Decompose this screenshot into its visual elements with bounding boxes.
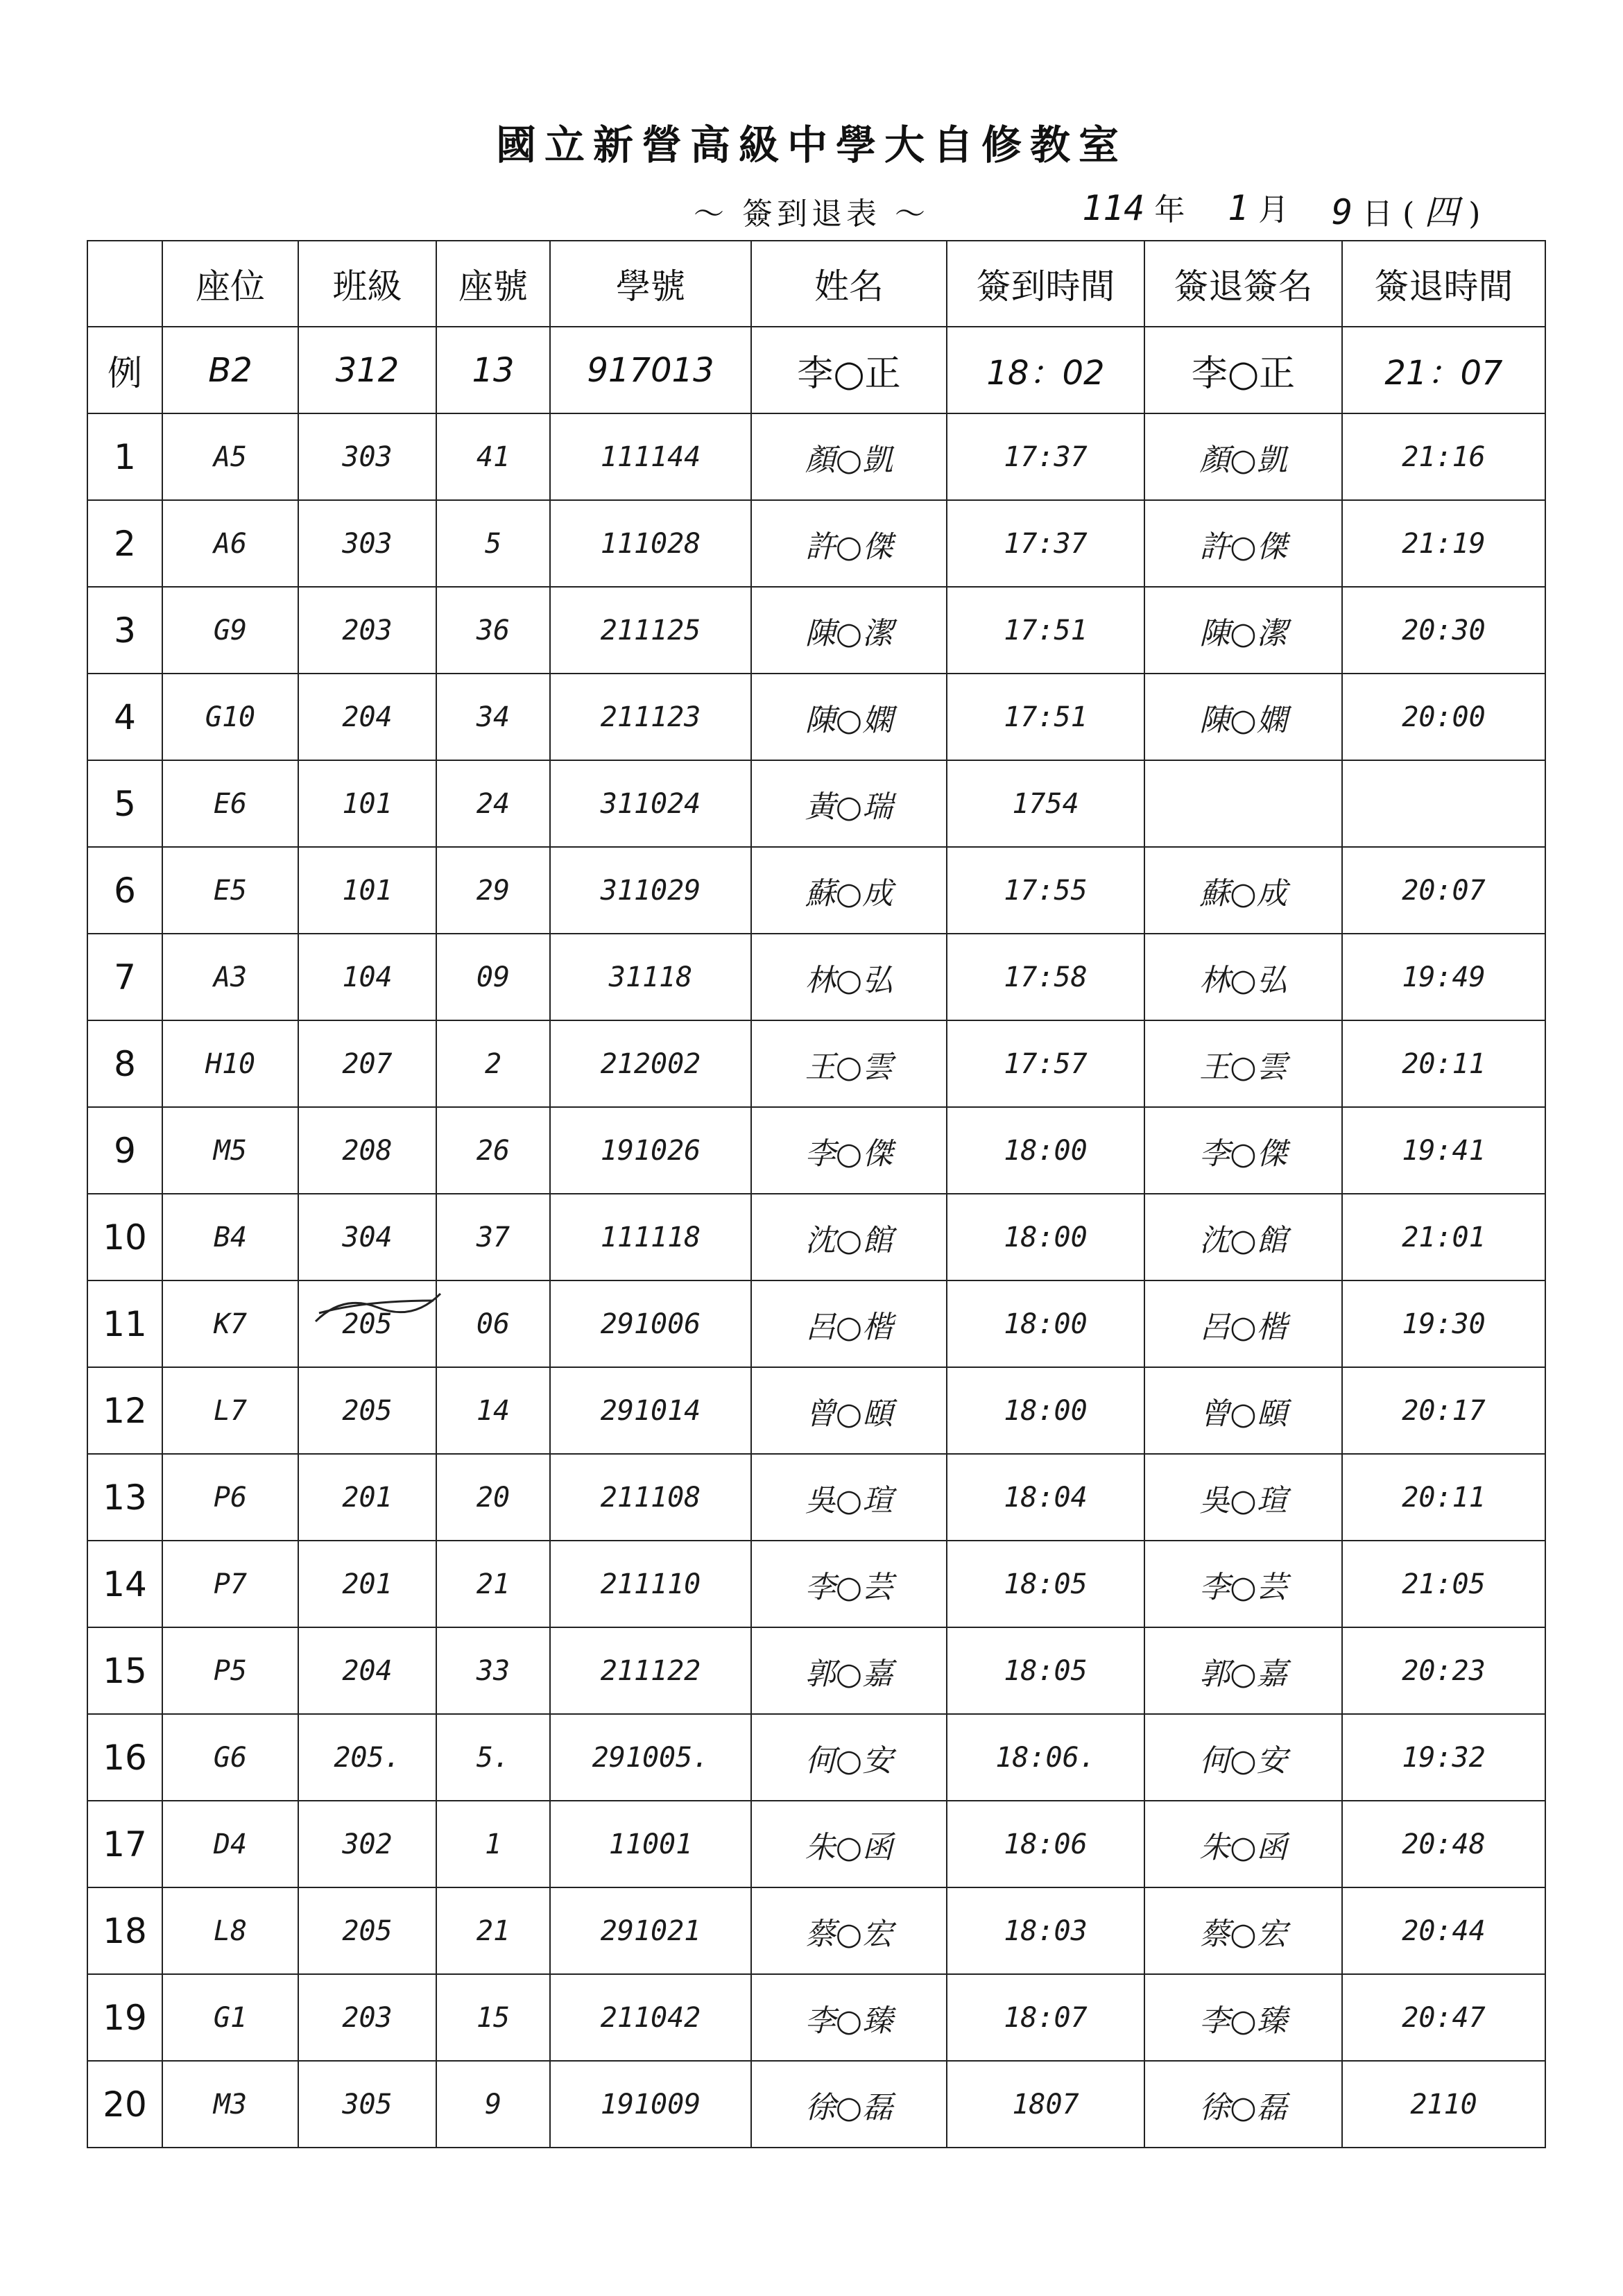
table-row <box>87 587 1545 674</box>
cell-seat-number: 5 <box>436 500 550 587</box>
cell-seat: P7 <box>162 1541 298 1627</box>
cell-class: 205 <box>298 1887 436 1974</box>
cell-row-index: 16 <box>87 1714 162 1801</box>
cell-seat-number: 41 <box>436 413 550 500</box>
cell-checkin-time: 18:06. <box>947 1714 1144 1801</box>
cell-row-index: 10 <box>87 1194 162 1280</box>
cell-seat-number: 09 <box>436 934 550 1020</box>
date-month <box>1228 185 1289 229</box>
cell-student-id: 211122 <box>550 1627 751 1714</box>
cell-seat: G9 <box>162 587 298 674</box>
cell-checkout-signature: 王○雲 <box>1144 1020 1342 1107</box>
col-header-checkout-time: 簽退時間 <box>1342 241 1545 327</box>
cell-class: 208 <box>298 1107 436 1194</box>
cell-row-index: 2 <box>87 500 162 587</box>
cell-class: 101 <box>298 847 436 934</box>
cell-checkin-time: 17:51 <box>947 674 1144 760</box>
cell-class: 205. <box>298 1714 436 1801</box>
cell-seat-number: 34 <box>436 674 550 760</box>
cell-name: 朱○函 <box>751 1801 947 1887</box>
table-row <box>87 1627 1545 1714</box>
cell-seat: B4 <box>162 1194 298 1280</box>
cell-checkout-time: 2110 <box>1342 2061 1545 2148</box>
cell-student-id: 311029 <box>550 847 751 934</box>
cell-student-id: 31118 <box>550 934 751 1020</box>
cell-student-id: 212002 <box>550 1020 751 1107</box>
cell-class: 302 <box>298 1801 436 1887</box>
cell-name: 林○弘 <box>751 934 947 1020</box>
cell-row-index: 6 <box>87 847 162 934</box>
date-day <box>1332 185 1480 234</box>
example-label: 例 <box>87 327 162 413</box>
cell-name: 王○雲 <box>751 1020 947 1107</box>
cell-seat: G6 <box>162 1714 298 1801</box>
cell-checkin-time: 17:51 <box>947 587 1144 674</box>
col-header-checkout-signature: 簽退簽名 <box>1144 241 1342 327</box>
cell-seat-number: 9 <box>436 2061 550 2148</box>
cell-student-id: 211123 <box>550 674 751 760</box>
cell-checkout-signature: 呂○楷 <box>1144 1280 1342 1367</box>
cell-row-index: 17 <box>87 1801 162 1887</box>
cell-class: 204 <box>298 674 436 760</box>
cell-name: 蘇○成 <box>751 847 947 934</box>
cell-seat: A6 <box>162 500 298 587</box>
cell-name: 陳○潔 <box>751 587 947 674</box>
cell-name: 顏○凱 <box>751 413 947 500</box>
cell-name: 吳○瑄 <box>751 1454 947 1541</box>
cell-student-id: 111028 <box>550 500 751 587</box>
cell-row-index: 15 <box>87 1627 162 1714</box>
cell-checkout-time: 20:11 <box>1342 1020 1545 1107</box>
example-row <box>87 327 1545 413</box>
cell-student-id: 311024 <box>550 760 751 847</box>
cell-checkout-signature: 蔡○宏 <box>1144 1887 1342 1974</box>
cell-row-index: 12 <box>87 1367 162 1454</box>
cell-seat: A5 <box>162 413 298 500</box>
cell-checkout-time: 20:44 <box>1342 1887 1545 1974</box>
table-row <box>87 674 1545 760</box>
cell-row-index: 4 <box>87 674 162 760</box>
col-header-seat-number: 座號 <box>436 241 550 327</box>
cell-name: 李○傑 <box>751 1107 947 1194</box>
cell-seat-number: 36 <box>436 587 550 674</box>
cell-checkout-time: 20:23 <box>1342 1627 1545 1714</box>
cell-class: 201 <box>298 1541 436 1627</box>
cell-checkout-time: 20:11 <box>1342 1454 1545 1541</box>
table-row <box>87 1974 1545 2061</box>
cell-student-id: 191009 <box>550 2061 751 2148</box>
cell-checkout-signature: 曾○頤 <box>1144 1367 1342 1454</box>
cell-student-id: 291005. <box>550 1714 751 1801</box>
cell-name: 黃○瑞 <box>751 760 947 847</box>
day-label: 日 <box>1362 196 1393 232</box>
cell-row-index: 9 <box>87 1107 162 1194</box>
cell-row-index: 19 <box>87 1974 162 2061</box>
cell-row-index: 20 <box>87 2061 162 2148</box>
table-row <box>87 1887 1545 1974</box>
cell-checkout-signature: 何○安 <box>1144 1714 1342 1801</box>
cell-row-index: 14 <box>87 1541 162 1627</box>
cell-seat: A3 <box>162 934 298 1020</box>
cell-checkin-time: 18:00 <box>947 1367 1144 1454</box>
table-row <box>87 1801 1545 1887</box>
cell-checkout-signature: 徐○磊 <box>1144 2061 1342 2148</box>
table-row <box>87 1714 1545 1801</box>
cell-checkout-time: 19:49 <box>1342 934 1545 1020</box>
table-row <box>87 1541 1545 1627</box>
example-name: 李○正 <box>751 327 947 413</box>
cell-student-id: 211125 <box>550 587 751 674</box>
cell-checkout-time: 19:41 <box>1342 1107 1545 1194</box>
cell-seat: G1 <box>162 1974 298 2061</box>
weekday-close: ) <box>1468 196 1481 232</box>
table-row <box>87 1367 1545 1454</box>
cell-checkin-time: 17:37 <box>947 413 1144 500</box>
cell-checkout-time: 21:19 <box>1342 500 1545 587</box>
cell-class: 203 <box>298 1974 436 2061</box>
cell-checkin-time: 18:05 <box>947 1627 1144 1714</box>
cell-checkout-signature: 陳○嫻 <box>1144 674 1342 760</box>
cell-name: 曾○頤 <box>751 1367 947 1454</box>
cell-checkin-time: 17:55 <box>947 847 1144 934</box>
cell-checkout-signature: 吳○瑄 <box>1144 1454 1342 1541</box>
cell-checkout-signature: 李○傑 <box>1144 1107 1342 1194</box>
cell-seat: H10 <box>162 1020 298 1107</box>
year-label: 年 <box>1154 192 1185 228</box>
cell-row-index: 1 <box>87 413 162 500</box>
example-student-id: 917013 <box>550 327 751 413</box>
date-day-value: 9 <box>1332 192 1353 232</box>
cell-checkout-signature: 林○弘 <box>1144 934 1342 1020</box>
cell-seat: L7 <box>162 1367 298 1454</box>
cell-seat-number: 5. <box>436 1714 550 1801</box>
cell-class: 304 <box>298 1194 436 1280</box>
cell-checkin-time: 18:00 <box>947 1107 1144 1194</box>
cell-seat-number: 33 <box>436 1627 550 1714</box>
cell-checkout-time: 20:30 <box>1342 587 1545 674</box>
table-row <box>87 1454 1545 1541</box>
cell-class: 303 <box>298 413 436 500</box>
cell-class: 104 <box>298 934 436 1020</box>
cell-checkin-time: 18:07 <box>947 1974 1144 2061</box>
cell-seat: P5 <box>162 1627 298 1714</box>
table-row <box>87 1020 1545 1107</box>
cell-checkout-time: 20:17 <box>1342 1367 1545 1454</box>
cell-checkout-time: 21:16 <box>1342 413 1545 500</box>
cell-student-id: 111118 <box>550 1194 751 1280</box>
weekday-value: 四 <box>1424 192 1459 232</box>
cell-seat-number: 24 <box>436 760 550 847</box>
cell-seat-number: 29 <box>436 847 550 934</box>
cell-row-index: 13 <box>87 1454 162 1541</box>
cell-row-index: 3 <box>87 587 162 674</box>
cell-class: 207 <box>298 1020 436 1107</box>
cell-name: 陳○嫻 <box>751 674 947 760</box>
cell-seat-number: 2 <box>436 1020 550 1107</box>
cell-checkin-time: 1754 <box>947 760 1144 847</box>
table-row <box>87 2061 1545 2148</box>
cell-name: 許○傑 <box>751 500 947 587</box>
cell-checkout-signature: 沈○館 <box>1144 1194 1342 1280</box>
cell-checkout-signature: 郭○嘉 <box>1144 1627 1342 1714</box>
cell-seat-number: 26 <box>436 1107 550 1194</box>
cell-checkin-time: 17:58 <box>947 934 1144 1020</box>
cell-row-index: 7 <box>87 934 162 1020</box>
cell-student-id: 291006 <box>550 1280 751 1367</box>
cell-seat: G10 <box>162 674 298 760</box>
cell-seat-number: 20 <box>436 1454 550 1541</box>
cell-checkout-time: 21:01 <box>1342 1194 1545 1280</box>
table-row <box>87 413 1545 500</box>
cell-class: 305 <box>298 2061 436 2148</box>
cell-row-index: 11 <box>87 1280 162 1367</box>
month-label: 月 <box>1258 192 1289 228</box>
cell-student-id: 211110 <box>550 1541 751 1627</box>
cell-seat-number: 1 <box>436 1801 550 1887</box>
cell-student-id: 11001 <box>550 1801 751 1887</box>
cell-class: 205 <box>298 1280 436 1367</box>
col-header-name: 姓名 <box>751 241 947 327</box>
cell-seat: M5 <box>162 1107 298 1194</box>
example-seat: B2 <box>162 327 298 413</box>
col-header-class: 班級 <box>298 241 436 327</box>
header-row <box>87 241 1545 327</box>
cell-checkin-time: 18:03 <box>947 1887 1144 1974</box>
cell-checkout-time <box>1342 760 1545 847</box>
cell-row-index: 8 <box>87 1020 162 1107</box>
cell-student-id: 291014 <box>550 1367 751 1454</box>
cell-checkin-time: 18:00 <box>947 1280 1144 1367</box>
cell-checkin-time: 18:05 <box>947 1541 1144 1627</box>
cell-class: 101 <box>298 760 436 847</box>
cell-checkout-time: 19:30 <box>1342 1280 1545 1367</box>
cell-student-id: 211108 <box>550 1454 751 1541</box>
cell-seat-number: 21 <box>436 1887 550 1974</box>
cell-name: 呂○楷 <box>751 1280 947 1367</box>
cell-row-index: 18 <box>87 1887 162 1974</box>
cell-checkin-time: 17:37 <box>947 500 1144 587</box>
cell-name: 郭○嘉 <box>751 1627 947 1714</box>
cell-student-id: 211042 <box>550 1974 751 2061</box>
cell-seat: M3 <box>162 2061 298 2148</box>
cell-checkout-time: 20:00 <box>1342 674 1545 760</box>
cell-checkin-time: 1807 <box>947 2061 1144 2148</box>
table-row <box>87 500 1545 587</box>
sign-in-table <box>87 240 1546 2148</box>
cell-class: 204 <box>298 1627 436 1714</box>
example-checkout-signature: 李○正 <box>1144 327 1342 413</box>
cell-seat: D4 <box>162 1801 298 1887</box>
weekday-open: ( <box>1402 196 1415 232</box>
page-subtitle: ～ 簽到退表 ～ <box>694 196 929 232</box>
cell-class: 303 <box>298 500 436 587</box>
table-row <box>87 934 1545 1020</box>
cell-seat: L8 <box>162 1887 298 1974</box>
page-title: 國立新營高級中學大自修教室 <box>495 121 1127 169</box>
cell-seat: P6 <box>162 1454 298 1541</box>
cell-class: 201 <box>298 1454 436 1541</box>
table-row <box>87 760 1545 847</box>
cell-checkout-signature: 蘇○成 <box>1144 847 1342 934</box>
cell-checkout-time: 20:47 <box>1342 1974 1545 2061</box>
cell-seat-number: 14 <box>436 1367 550 1454</box>
date-year <box>1082 185 1185 229</box>
col-header-seat: 座位 <box>162 241 298 327</box>
cell-student-id: 291021 <box>550 1887 751 1974</box>
table-row <box>87 1280 1545 1367</box>
example-seat-number: 13 <box>436 327 550 413</box>
cell-checkin-time: 18:04 <box>947 1454 1144 1541</box>
cell-name: 沈○館 <box>751 1194 947 1280</box>
cell-checkout-signature: 朱○函 <box>1144 1801 1342 1887</box>
date-year-value: 114 <box>1082 188 1145 228</box>
cell-seat-number: 06 <box>436 1280 550 1367</box>
cell-seat-number: 37 <box>436 1194 550 1280</box>
cell-student-id: 191026 <box>550 1107 751 1194</box>
cell-checkout-signature: 許○傑 <box>1144 500 1342 587</box>
cell-checkout-time: 19:32 <box>1342 1714 1545 1801</box>
col-header-checkin-time: 簽到時間 <box>947 241 1144 327</box>
table-row <box>87 847 1545 934</box>
cell-seat-number: 21 <box>436 1541 550 1627</box>
cell-name: 李○芸 <box>751 1541 947 1627</box>
cell-student-id: 111144 <box>550 413 751 500</box>
cell-name: 蔡○宏 <box>751 1887 947 1974</box>
cell-seat: K7 <box>162 1280 298 1367</box>
example-class: 312 <box>298 327 436 413</box>
col-header-index <box>87 241 162 327</box>
cell-seat: E6 <box>162 760 298 847</box>
cell-checkout-signature: 李○芸 <box>1144 1541 1342 1627</box>
cell-checkout-signature: 陳○潔 <box>1144 587 1342 674</box>
cell-name: 何○安 <box>751 1714 947 1801</box>
table-row <box>87 1194 1545 1280</box>
cell-row-index: 5 <box>87 760 162 847</box>
cell-checkin-time: 18:06 <box>947 1801 1144 1887</box>
cell-name: 徐○磊 <box>751 2061 947 2148</box>
cell-checkout-signature <box>1144 760 1342 847</box>
date-month-value: 1 <box>1228 188 1249 228</box>
cell-checkout-signature: 李○臻 <box>1144 1974 1342 2061</box>
cell-name: 李○臻 <box>751 1974 947 2061</box>
table-row <box>87 1107 1545 1194</box>
cell-class: 205 <box>298 1367 436 1454</box>
cell-seat: E5 <box>162 847 298 934</box>
cell-checkout-time: 20:07 <box>1342 847 1545 934</box>
table-body <box>87 327 1545 2148</box>
cell-checkin-time: 17:57 <box>947 1020 1144 1107</box>
col-header-student-id: 學號 <box>550 241 751 327</box>
example-checkin-time: 18：02 <box>947 327 1144 413</box>
cell-checkin-time: 18:00 <box>947 1194 1144 1280</box>
cell-checkout-time: 21:05 <box>1342 1541 1545 1627</box>
cell-class: 203 <box>298 587 436 674</box>
cell-checkout-time: 20:48 <box>1342 1801 1545 1887</box>
cell-seat-number: 15 <box>436 1974 550 2061</box>
example-checkout-time: 21：07 <box>1342 327 1545 413</box>
cell-checkout-signature: 顏○凱 <box>1144 413 1342 500</box>
